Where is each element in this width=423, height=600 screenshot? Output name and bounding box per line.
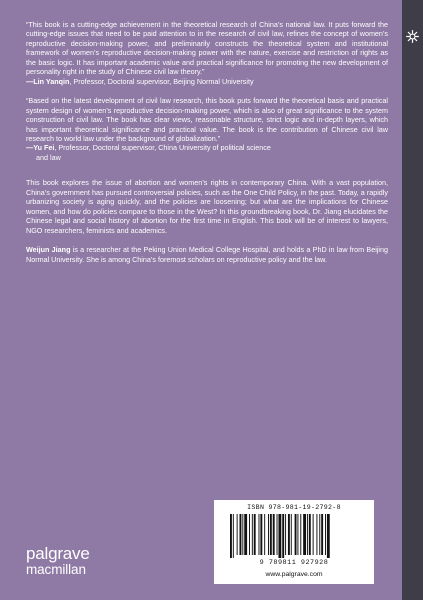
- barcode-bar: [297, 514, 298, 555]
- endorsement-quote: “Based on the latest development of civil law research, this book puts forward the theoretical basis and practical system design of women’s reproductive decision-making power, which is also of great significance to the system construction of civil law. The book has clear views, reasonable structure, strict logic and in-depth layers, which has important theoretical significance and practical value. The book is the contribution of Chinese civil law research to world law under the background of globalization.”: [26, 96, 388, 143]
- author-bio: [26, 245, 388, 264]
- author-name: Weijun Jiang: [26, 245, 71, 255]
- barcode-bar: [316, 514, 317, 555]
- barcode-bar: [295, 514, 297, 555]
- barcode-bar: [237, 514, 238, 555]
- endorser-title: , Professor, Doctoral supervisor, Beijing Normal University: [69, 76, 254, 86]
- endorser-title-continued: and law: [36, 152, 61, 162]
- barcode-bar: [278, 514, 281, 558]
- barcode-bar: [233, 514, 234, 558]
- barcode-bar: [285, 514, 286, 555]
- barcode-bar: [264, 514, 265, 555]
- endorsement-quote: “This book is a cutting-edge achievement in the theoretical research of China’s national law. It puts forward the cutting-edge issues that need to be paid attention to in the research of civil law, refines the concept of women’s reproductive decision-making power, and preliminarily constructs the theoretical system and institutional framework of women’s reproductive decision-making power with the nature, exercise and restriction of rights as the basic logic. It has important academic value and practical significance for promoting the new development of personality right in the study of Chinese civil law theory.”: [26, 20, 388, 77]
- publisher-logo-line2: macmillan: [26, 562, 86, 577]
- endorsement-attribution: [26, 77, 388, 86]
- barcode-bar: [291, 514, 292, 555]
- endorsement-dash: —: [26, 143, 34, 153]
- barcode-bar: [259, 514, 260, 555]
- publisher-star-icon: [402, 26, 423, 47]
- barcode-box: [214, 500, 374, 584]
- barcode-bar: [240, 514, 242, 555]
- publisher-url: www.palgrave.com: [265, 571, 323, 578]
- endorser-title: , Professor, Doctoral supervisor, China University of political science: [54, 143, 271, 153]
- spine-strip: [402, 0, 423, 600]
- endorsement: [26, 20, 388, 86]
- barcode-bar: [273, 514, 275, 555]
- barcode-icon: [226, 514, 362, 558]
- barcode-bar: [230, 514, 232, 558]
- barcode-bar: [300, 514, 301, 555]
- barcode-bar: [282, 514, 284, 558]
- barcode-bar: [307, 514, 308, 555]
- endorser-name: Lin Yanqin: [33, 76, 70, 86]
- endorsement: [26, 96, 388, 162]
- barcode-bar: [309, 514, 311, 555]
- barcode-bar: [249, 514, 250, 555]
- author-bio-text: is a researcher at the Peking Union Medical College Hospital, and holds a PhD in law from Beijing Normal University. She is among China’s foremost scholars on reproductive policy and the law.: [26, 245, 388, 264]
- barcode-bar: [252, 514, 253, 555]
- barcode-digits: 9 789811 927928: [259, 559, 329, 567]
- back-cover-text: [26, 20, 388, 264]
- book-description: This book explores the issue of abortion and women’s rights in contemporary China. With a vast population, China’s government has pursued controversial policies, such as the One Child Policy, in the past. Today, a rapidly urbanizing society is aging quickly, and the policies are loosening; but what are the implications for Chinese women, and how do policies compare to those in the West? In this groundbreaking book, Dr. Jiang elucidates the Chinese legal and social history of abortion for the first time in English. This book will be of interest to lawyers, NGO researchers, feminists and academics.: [26, 178, 388, 235]
- barcode-bar: [270, 514, 272, 555]
- barcode-bar: [277, 514, 278, 555]
- barcode-bar: [327, 514, 330, 558]
- barcode-bar: [260, 514, 262, 555]
- barcode-bar: [325, 514, 326, 555]
- barcode-bar: [313, 514, 314, 555]
- barcode-bar: [288, 514, 290, 555]
- barcode-bar: [254, 514, 256, 555]
- barcode-bar: [303, 514, 306, 555]
- endorsement-attribution: [26, 143, 388, 152]
- barcode-bar: [268, 514, 269, 555]
- barcode-bar: [319, 514, 320, 555]
- barcode-bar: [321, 514, 323, 555]
- endorser-name: Yu Fei: [33, 143, 55, 153]
- publisher-logo-line1: palgrave: [26, 544, 90, 563]
- endorsement-dash: —: [26, 76, 34, 86]
- barcode-bar: [242, 514, 243, 555]
- barcode-bar: [244, 514, 247, 555]
- publisher-logo: [26, 545, 90, 577]
- isbn-label: ISBN 978-981-19-2792-8: [247, 504, 341, 511]
